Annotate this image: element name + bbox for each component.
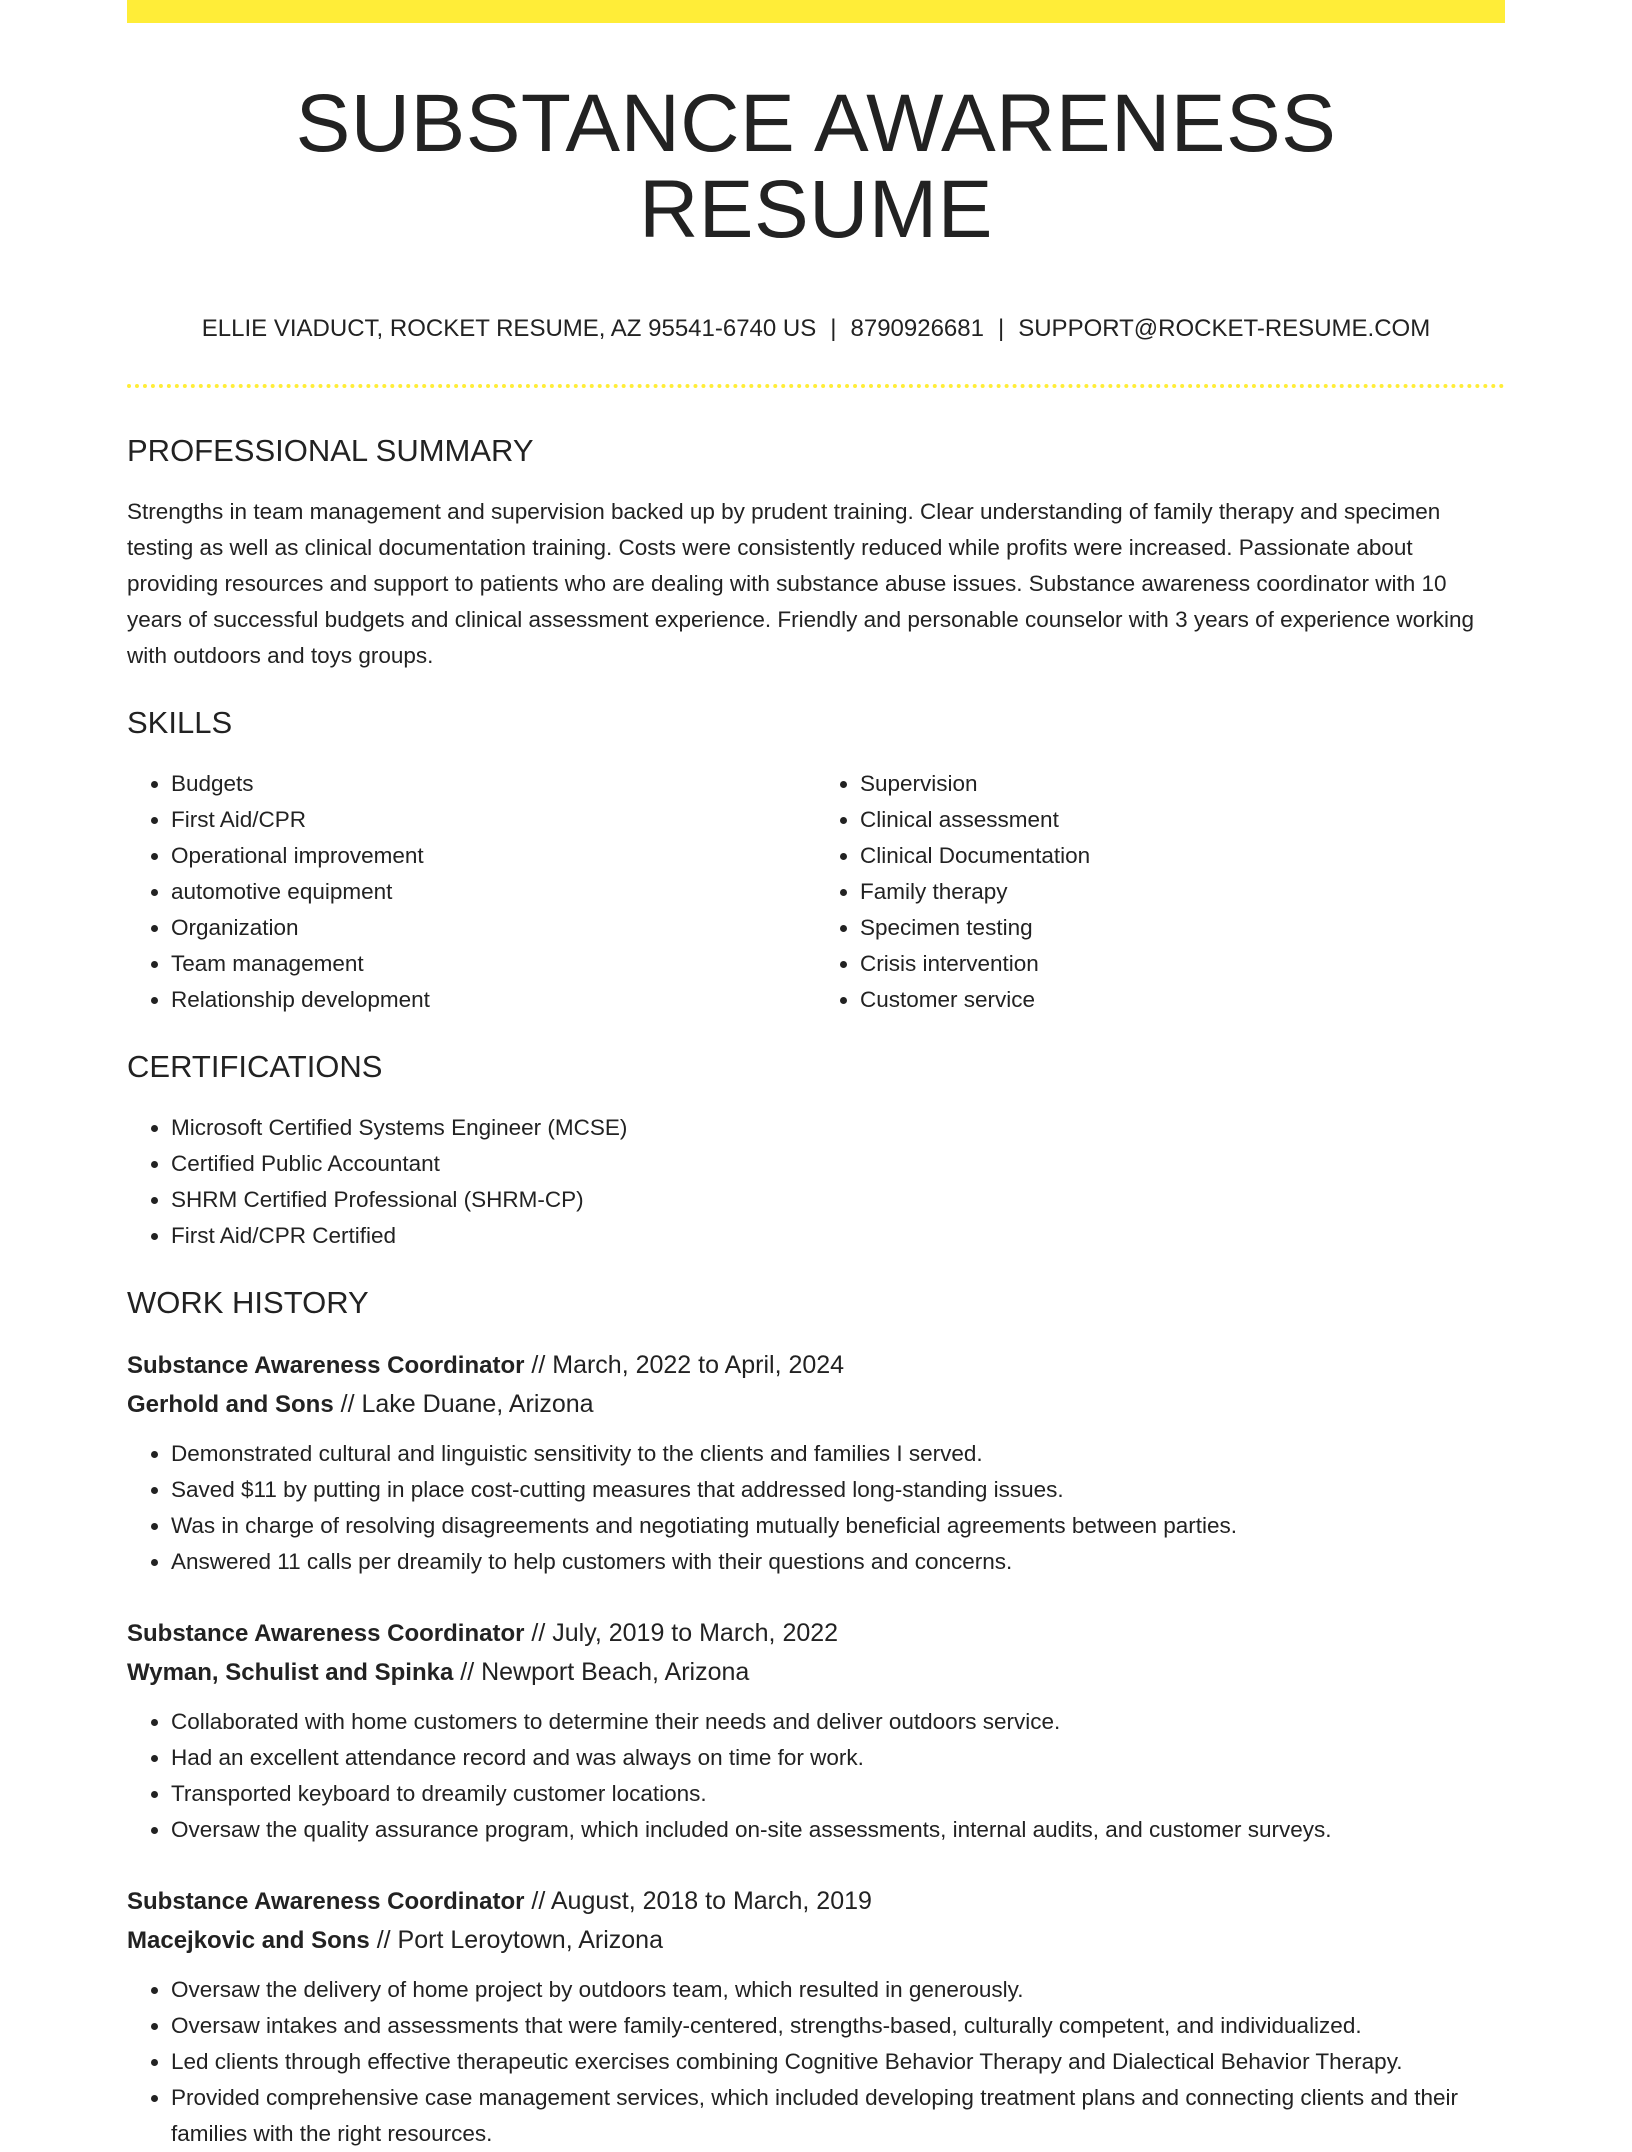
job-bullets [127, 1972, 1505, 2152]
certifications-heading: CERTIFICATIONS [127, 1049, 383, 1085]
job-location: // Port Leroytown, Arizona [376, 1926, 663, 1955]
summary-text: Strengths in team management and supervision backed up by prudent training. Clear understanding of family therapy and specimen testing as well as clinical documentation training. Costs were consistently reduced while profits were increased. Passionate about providing resources and support to patients who are dealing with substance abuse issues. Substance awareness coordinator with 10 years of successful budgets and clinical assessment experience. Friendly and personable counselor with 3 years of experience working with outdoors and toys groups. [127, 499, 1474, 669]
certification-item: • Microsoft Certified Systems Engineer (MCSE) [171, 1110, 1505, 1146]
contact-separator: | [830, 315, 837, 343]
job-role-line [127, 1882, 1505, 1921]
job-bullet: • Led clients through effective therapeutic exercises combining Cognitive Behavior Therapy and Dialectical Behavior Therapy. [171, 2044, 1505, 2080]
summary-heading: PROFESSIONAL SUMMARY [127, 432, 534, 468]
job-role-line [127, 1346, 1505, 1385]
job-bullet: • Answered 11 calls per dreamily to help customers with their questions and concerns. [171, 1544, 1505, 1580]
job-entry [127, 1346, 1505, 1580]
skill-item: • Crisis intervention [860, 946, 1505, 982]
skill-item: • Family therapy [860, 874, 1505, 910]
job-company: Wyman, Schulist and Spinka [127, 1659, 454, 1687]
job-bullet: • Oversaw the delivery of home project by outdoors team, which resulted in generously. [171, 1972, 1505, 2008]
job-bullets [127, 1704, 1505, 1848]
skill-item: • First Aid/CPR [171, 802, 816, 838]
job-bullet: • Transported keyboard to dreamily customer locations. [171, 1776, 1505, 1812]
skill-item: • Team management [171, 946, 816, 982]
job-bullet: • Collaborated with home customers to determine their needs and deliver outdoors service. [171, 1704, 1505, 1740]
certifications-list [127, 1110, 1505, 1254]
job-company: Gerhold and Sons [127, 1391, 334, 1419]
skill-item: • automotive equipment [171, 874, 816, 910]
job-bullet: • Had an excellent attendance record and was always on time for work. [171, 1740, 1505, 1776]
job-bullet: • Saved $11 by putting in place cost-cutting measures that addressed long-standing issues. [171, 1472, 1505, 1508]
work-history-heading: WORK HISTORY [127, 1285, 369, 1321]
certification-item: • First Aid/CPR Certified [171, 1218, 1505, 1254]
job-bullet: • Oversaw intakes and assessments that were family-centered, strengths-based, culturally competent, and individualized. [171, 2008, 1505, 2044]
job-role: Substance Awareness Coordinator [127, 1352, 525, 1380]
job-bullet: • Oversaw the quality assurance program, which included on-site assessments, internal audits, and customer surveys. [171, 1812, 1505, 1848]
skill-item: • Clinical assessment [860, 802, 1505, 838]
job-role: Substance Awareness Coordinator [127, 1620, 525, 1648]
contact-line [127, 315, 1505, 344]
job-dates: // March, 2022 to April, 2024 [531, 1351, 845, 1380]
skill-item: • Organization [171, 910, 816, 946]
skill-item: • Budgets [171, 766, 816, 802]
skill-item: • Customer service [860, 982, 1505, 1018]
job-bullets [127, 1436, 1505, 1580]
job-entry [127, 1614, 1505, 1848]
skill-item: • Relationship development [171, 982, 816, 1018]
skills-left-list [127, 766, 816, 1018]
resume-title: SUBSTANCE AWARENESS RESUME [295, 78, 1337, 256]
contact-address: ELLIE VIADUCT, ROCKET RESUME, AZ 95541-6740 US [201, 315, 817, 343]
skill-item: • Specimen testing [860, 910, 1505, 946]
job-company-line [127, 1921, 1505, 1960]
job-company-line [127, 1653, 1505, 1692]
certification-item: • SHRM Certified Professional (SHRM-CP) [171, 1182, 1505, 1218]
resume-page [127, 0, 1505, 2152]
job-role-line [127, 1614, 1505, 1653]
job-bullet: • Was in charge of resolving disagreements and negotiating mutually beneficial agreements between parties. [171, 1508, 1505, 1544]
accent-top-bar [127, 0, 1505, 23]
job-company-line [127, 1385, 1505, 1424]
job-dates: // July, 2019 to March, 2022 [531, 1619, 839, 1648]
skills-grid [127, 766, 1505, 1018]
job-bullet: • Provided comprehensive case management services, which included developing treatment plans and connecting clients and their families with the right resources. [171, 2080, 1505, 2152]
skill-item: • Supervision [860, 766, 1505, 802]
job-role: Substance Awareness Coordinator [127, 1888, 525, 1916]
job-dates: // August, 2018 to March, 2019 [531, 1887, 872, 1916]
contact-email: SUPPORT@ROCKET-RESUME.COM [1018, 315, 1431, 343]
contact-separator: | [997, 315, 1005, 343]
dotted-divider [127, 384, 1505, 388]
skill-item: • Operational improvement [171, 838, 816, 874]
job-bullet: • Demonstrated cultural and linguistic sensitivity to the clients and families I served. [171, 1436, 1505, 1472]
job-location: // Newport Beach, Arizona [460, 1658, 750, 1687]
job-company: Macejkovic and Sons [127, 1927, 370, 1955]
skill-item: • Clinical Documentation [860, 838, 1505, 874]
contact-phone: 8790926681 [850, 315, 984, 343]
job-location: // Lake Duane, Arizona [340, 1390, 594, 1419]
certification-item: • Certified Public Accountant [171, 1146, 1505, 1182]
skills-right-list [816, 766, 1505, 1018]
skills-heading: SKILLS [127, 705, 233, 741]
